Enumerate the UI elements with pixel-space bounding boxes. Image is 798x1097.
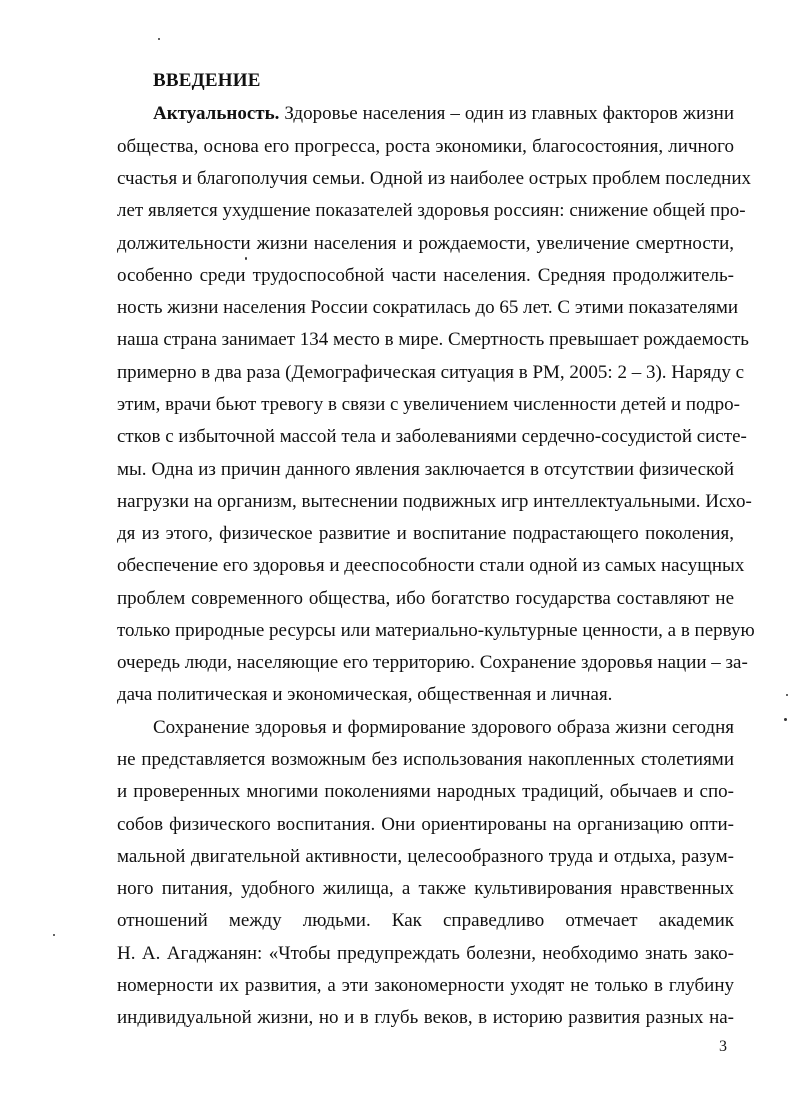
paragraph-1-line: наша страна занимает 134 место в мире. Смертность превышает рождаемость: [117, 329, 749, 350]
paragraph-1-line: [153, 103, 734, 125]
paragraph-1-line: обеспечение его здоровья и дееспособности стали одной из самых насущных: [117, 555, 745, 576]
paragraph-1-line: особенно среди трудоспособной части населения. Средняя продолжитель-: [117, 265, 734, 286]
paragraph-1-line: должительности жизни населения и рождаемости, увеличение смертности,: [117, 233, 734, 254]
paragraph-1-line: этим, врачи бьют тревогу в связи с увеличением численности детей и подро-: [117, 394, 740, 415]
paragraph-1-line: очередь люди, населяющие его территорию. Сохранение здоровья нации – за-: [117, 652, 748, 673]
paragraph-2-line: и проверенных многими поколениями народных традиций, обычаев и спо-: [117, 781, 734, 802]
paragraph-2-line: индивидуальной жизни, но и в глубь веков, в историю развития разных на-: [117, 1007, 734, 1028]
paragraph-1-line: только природные ресурсы или материально-культурные ценности, а в первую: [117, 620, 755, 641]
paragraph-1-line: нагрузки на организм, вытеснении подвижных игр интеллектуальными. Исхо-: [117, 491, 752, 512]
scan-speck: [784, 718, 787, 721]
paragraph-2-line: Сохранение здоровья и формирование здорового образа жизни сегодня: [153, 717, 734, 738]
paragraph-2-line: мальной двигательной активности, целесообразного труда и отдыха, разум-: [117, 846, 734, 867]
paragraph-1-line-text: Здоровье населения – один из главных факторов жизни: [279, 103, 734, 124]
paragraph-1-line: примерно в два раза (Демографическая ситуация в РМ, 2005: 2 – 3). Наряду с: [117, 362, 745, 383]
paragraph-1-line: лет является ухудшение показателей здоровья россиян: снижение общей про-: [117, 200, 746, 221]
paragraph-2-line: ного питания, удобного жилища, а также культивирования нравственных: [117, 878, 734, 899]
paragraph-2-line: номерности их развития, а эти закономерности уходят не только в глубину: [117, 975, 734, 996]
paragraph-2-line: собов физического воспитания. Они ориентированы на организацию опти-: [117, 814, 734, 835]
paragraph-1-line: дача политическая и экономическая, общественная и личная.: [117, 684, 613, 705]
paragraph-1-line: общества, основа его прогресса, роста экономики, благосостояния, личного: [117, 136, 734, 157]
paragraph-2-line: Н. А. Агаджанян: «Чтобы предупреждать болезни, необходимо знать зако-: [117, 943, 734, 964]
scan-speck: [245, 257, 247, 260]
page-number: 3: [719, 1038, 727, 1055]
scan-speck: [53, 934, 55, 936]
paragraph-1-line: стков с избыточной массой тела и заболеваниями сердечно-сосудистой систе-: [117, 426, 747, 447]
paragraph-2-line: отношений между людьми. Как справедливо отмечает академик: [117, 910, 734, 931]
runin-heading: Актуальность.: [153, 103, 280, 124]
section-heading: ВВЕДЕНИЕ: [153, 70, 261, 91]
scan-speck: [786, 694, 788, 696]
paragraph-2-line: не представляется возможным без использования накопленных столетиями: [117, 749, 734, 770]
scan-speck: [158, 38, 160, 40]
paragraph-1-line: мы. Одна из причин данного явления заключается в отсутствии физической: [117, 459, 734, 480]
paragraph-1-line: счастья и благополучия семьи. Одной из наиболее острых проблем последних: [117, 168, 752, 189]
paragraph-1-line: дя из этого, физическое развитие и воспитание подрастающего поколения,: [117, 523, 734, 544]
paragraph-1-line: проблем современного общества, ибо богатство государства составляют не: [117, 588, 734, 609]
paragraph-1-line: ность жизни населения России сократилась до 65 лет. С этими показателями: [117, 297, 739, 318]
